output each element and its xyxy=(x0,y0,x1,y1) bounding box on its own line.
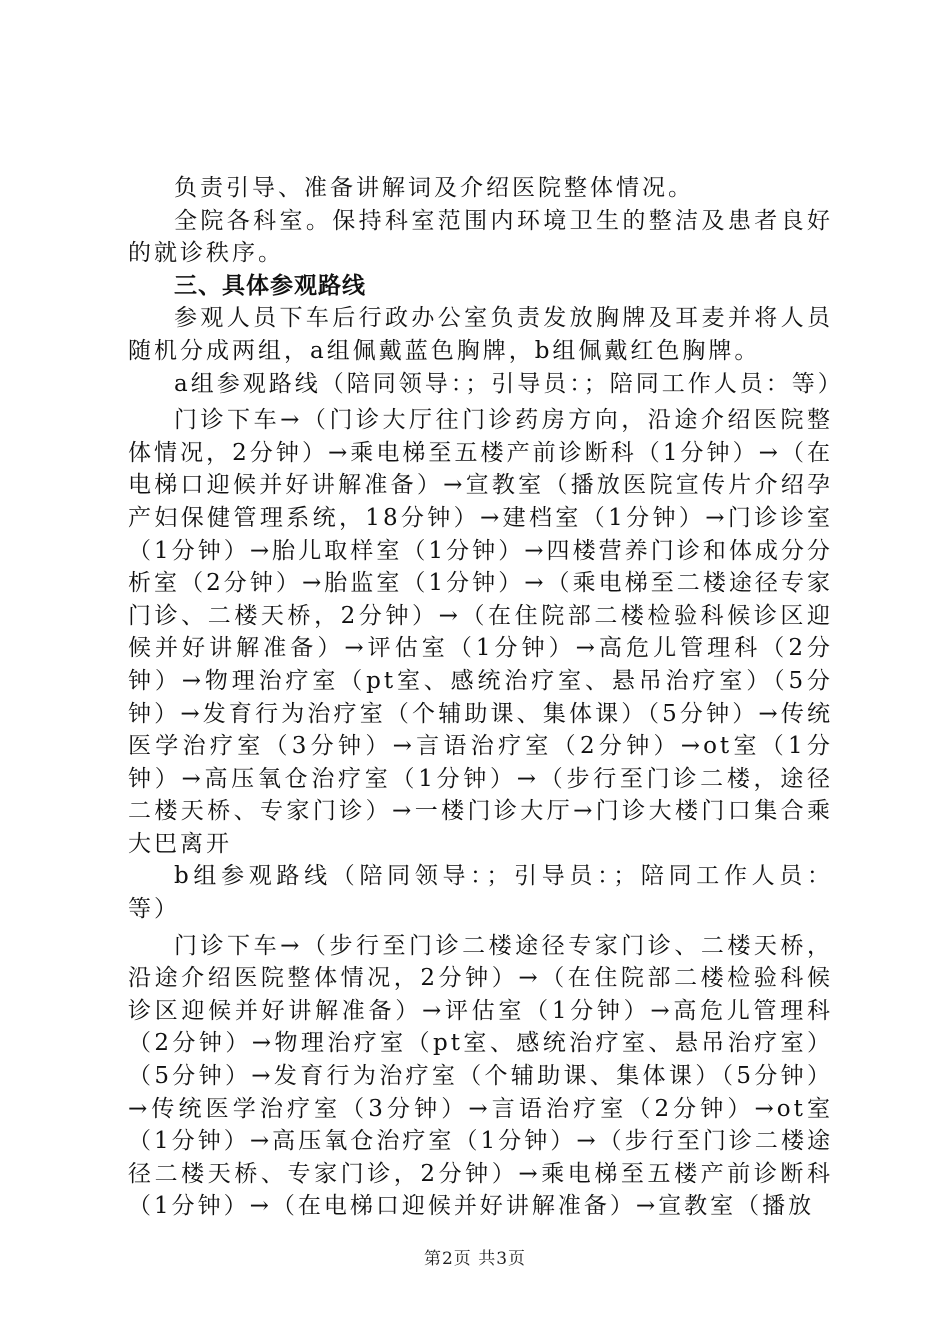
document-body xyxy=(128,172,844,1223)
paragraph-group-b-route: 门诊下车→（步行至门诊二楼途径专家门诊、二楼天桥，沿途介绍医院整体情况，2分钟）→（在住院部二楼检验科候诊区迎候并好讲解准备）→评估室（1分钟）→高危儿管理科（2分钟）→物理治疗室（pt室、感统治疗室、悬吊治疗室）（5分钟）→发育行为治疗室（个辅助课、集体课）（5分钟）→传统医学治疗室（3分钟）→言语治疗室（2分钟）→ot室（1分钟）→高压氧仓治疗室（1分钟）→（步行至门诊二楼途径二楼天桥、专家门诊，2分钟）→乘电梯至五楼产前诊断科（1分钟）→（在电梯口迎候并好讲解准备）→宣教室（播放 xyxy=(128,932,833,1220)
paragraph-group-a-route: 门诊下车→（门诊大厅往门诊药房方向，沿途介绍医院整体情况，2分钟）→乘电梯至五楼产前诊断科（1分钟）→（在电梯口迎候并好讲解准备）→宣教室（播放医院宣传片介绍孕产妇保健管理系统，18分钟）→建档室（1分钟）→门诊诊室（1分钟）→胎儿取样室（1分钟）→四楼营养门诊和体成分分析室（2分钟）→胎监室（1分钟）→（乘电梯至二楼途径专家门诊、二楼天桥，2分钟）→（在住院部二楼检验科候诊区迎候并好讲解准备）→评估室（1分钟）→高危儿管理科（2分钟）→物理治疗室（pt室、感统治疗室、悬吊治疗室）（5分钟）→发育行为治疗室（个辅助课、集体课）（5分钟）→传统医学治疗室（3分钟）→言语治疗室（2分钟）→ot室（1分钟）→高压氧仓治疗室（1分钟）→（步行至门诊二楼，途径二楼天桥、专家门诊）→一楼门诊大厅→门诊大楼门口集合乘大巴离开 xyxy=(128,407,833,857)
paragraph-duty-departments: 全院各科室。保持科室范围内环境卫生的整洁及患者良好的就诊秩序。 xyxy=(128,207,833,267)
paragraph-duty-guide: 负责引导、准备讲解词及介绍医院整体情况。 xyxy=(174,175,694,201)
paragraph-grouping: 参观人员下车后行政办公室负责发放胸牌及耳麦并将人员随机分成两组，a组佩戴蓝色胸牌，b组佩戴红色胸牌。 xyxy=(128,305,833,364)
paragraph-group-b-title: b组参观路线（陪同领导：；引导员：；陪同工作人员：等） xyxy=(128,863,833,923)
section-heading-route: 三、具体参观路线 xyxy=(174,271,366,299)
paragraph-group-a-title: a组参观路线（陪同领导：；引导员：；陪同工作人员：等） xyxy=(174,370,844,397)
page-number-footer: 第2页 共3页 xyxy=(423,1249,527,1269)
